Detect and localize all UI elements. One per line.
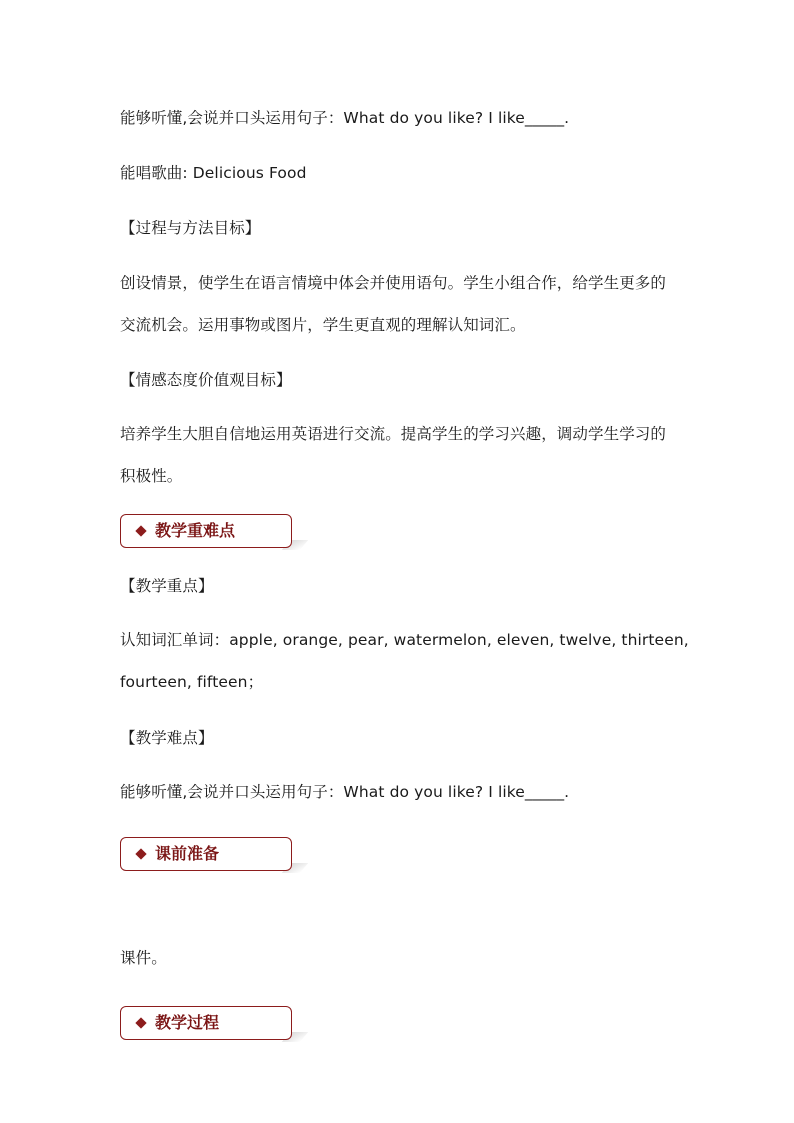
key-points-vocab-2: fourteen, fifteen； <box>120 673 264 691</box>
emotion-values-text-1: 培养学生大胆自信地运用英语进行交流。提高学生的学习兴趣，调动学生学习的 <box>120 425 667 443</box>
section-header-teaching-process <box>120 1006 292 1040</box>
process-method-text-1: 创设情景，使学生在语言情境中体会并使用语句。学生小组合作，给学生更多的 <box>120 274 667 292</box>
difficult-points-heading: 【教学难点】 <box>120 729 214 747</box>
preparation-text: 课件。 <box>120 949 167 967</box>
emotion-values-heading: 【情感态度价值观目标】 <box>120 371 292 389</box>
section-header-label: 课前准备 <box>155 844 220 863</box>
process-method-text-2: 交流机会。运用事物或图片，学生更直观的理解认知词汇。 <box>120 316 526 334</box>
section-header-key-difficult-points <box>120 514 292 548</box>
emotion-values-text-2: 积极性。 <box>120 467 183 485</box>
objective-sentence-line: 能够听懂,会说并口头运用句子：What do you like? I like_____. <box>120 109 570 127</box>
objective-song-line: 能唱歌曲: Delicious Food <box>120 164 307 182</box>
key-points-vocab-1: 认知词汇单词：apple, orange, pear, watermelon, eleven, twelve, thirteen, <box>120 631 689 649</box>
section-header-preparation <box>120 837 292 871</box>
section-header-label: 教学过程 <box>155 1013 220 1032</box>
key-points-heading: 【教学重点】 <box>120 577 214 595</box>
process-method-heading: 【过程与方法目标】 <box>120 219 261 237</box>
section-header-label: 教学重难点 <box>155 521 236 540</box>
difficult-points-text: 能够听懂,会说并口头运用句子：What do you like? I like_____. <box>120 783 570 801</box>
